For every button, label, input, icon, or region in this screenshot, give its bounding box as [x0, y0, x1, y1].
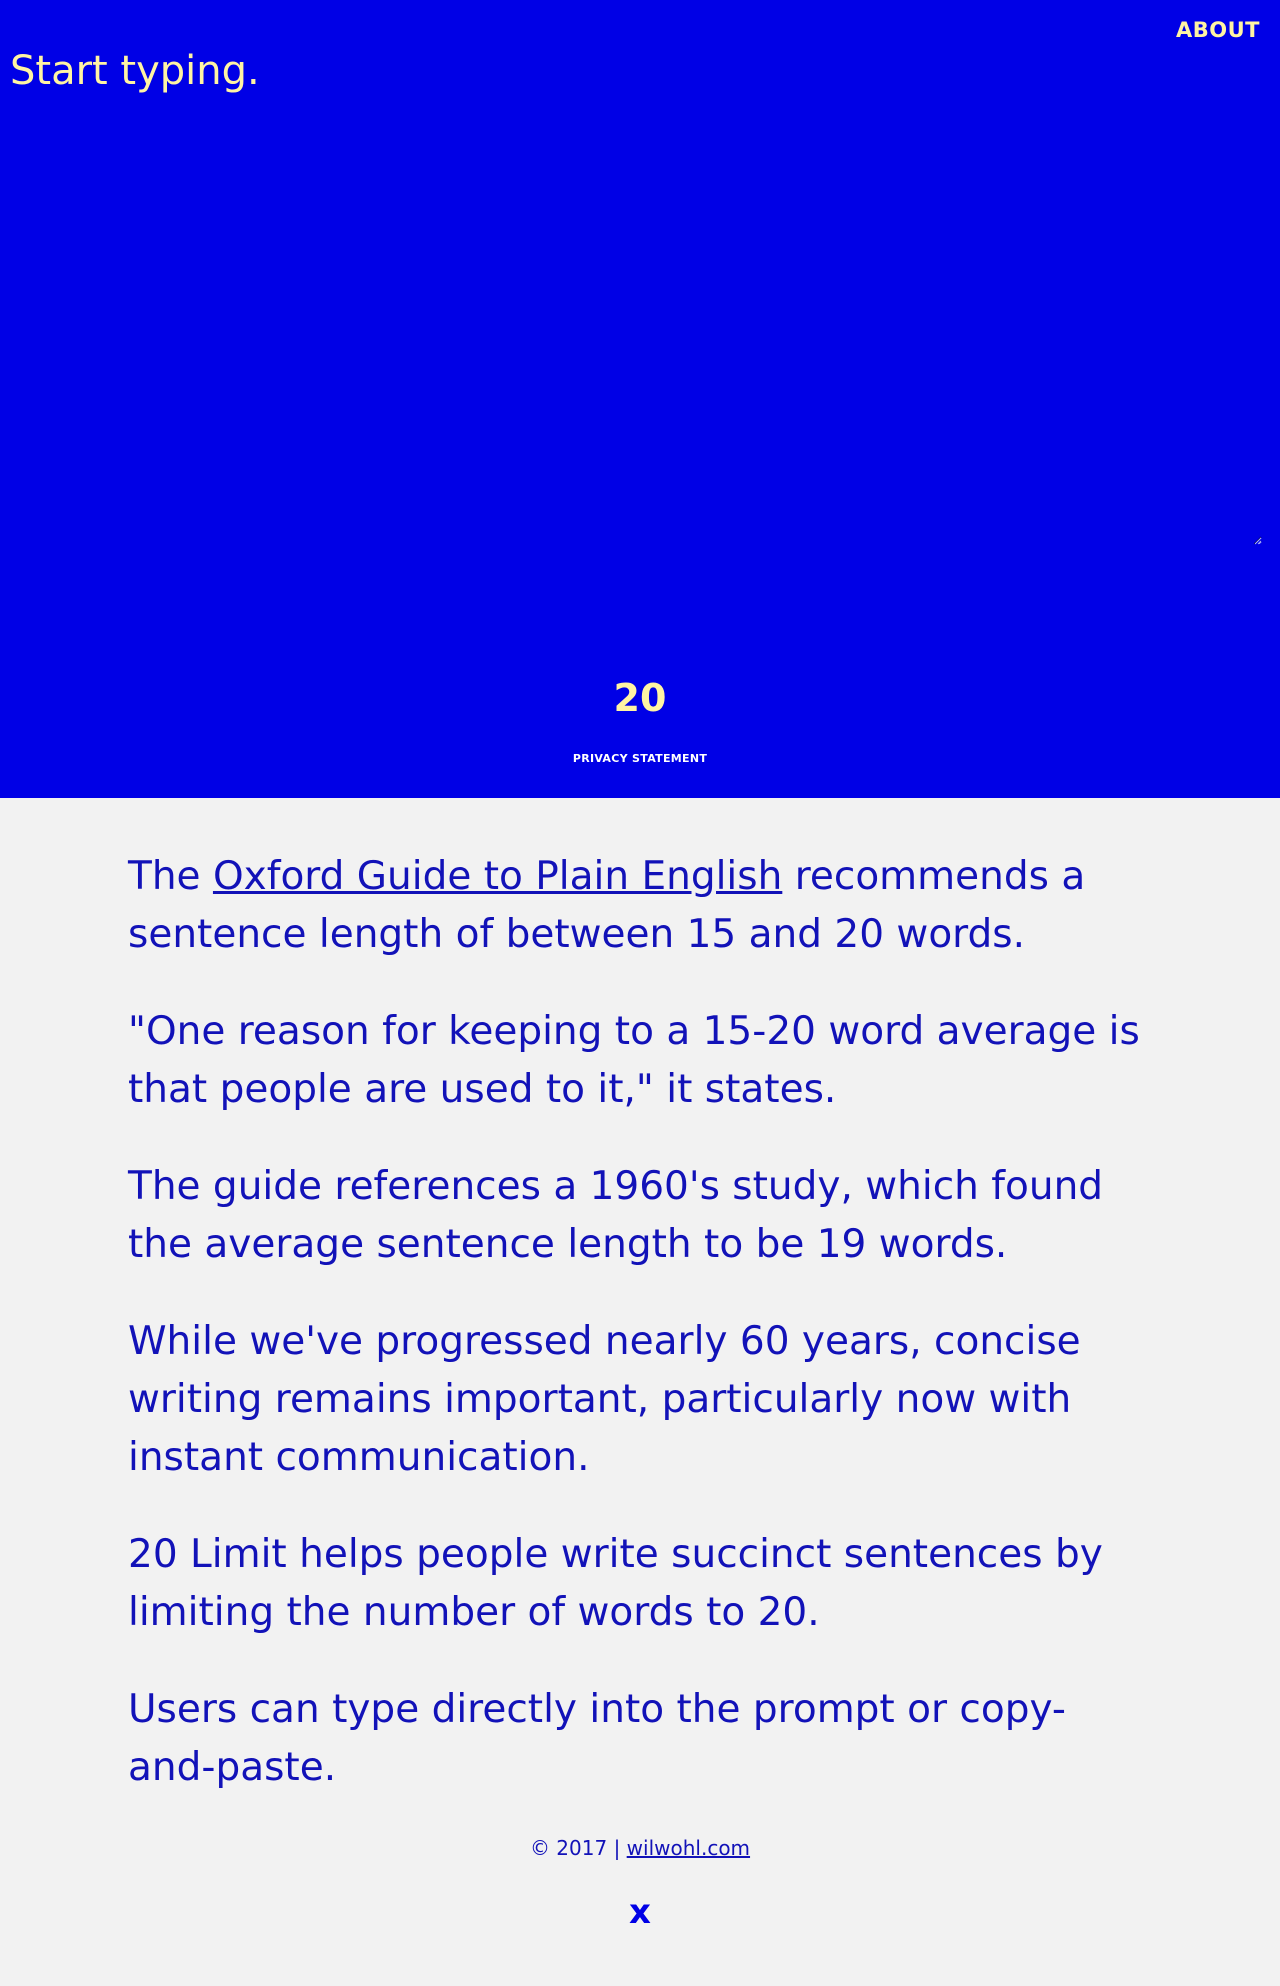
hero-section: [0, 0, 1280, 798]
word-limit-counter: 20: [613, 676, 667, 720]
about-paragraph-2: "One reason for keeping to a 15-20 word average is that people are used to it," it states.: [128, 1009, 1140, 1112]
oxford-guide-link[interactable]: Oxford Guide to Plain English: [212, 854, 783, 899]
copyright-text: © 2017 |: [529, 1836, 627, 1860]
about-content: [0, 798, 1280, 1797]
about-link[interactable]: ABOUT: [1176, 18, 1260, 42]
privacy-statement-link[interactable]: PRIVACY STATEMENT: [572, 752, 708, 765]
about-paragraph-1: [128, 848, 1152, 964]
close-icon[interactable]: x: [629, 1892, 651, 1932]
about-paragraph-4: While we've progressed nearly 60 years, concise writing remains important, particularly now with instant communication.: [128, 1319, 1081, 1480]
typing-input[interactable]: [0, 40, 1262, 545]
about-paragraph-1-before: The: [128, 854, 213, 899]
about-paragraph-6: Users can type directly into the prompt or copy-and-paste.: [128, 1687, 1066, 1790]
wilwohl-link[interactable]: wilwohl.com: [626, 1836, 751, 1860]
footer: [0, 1836, 1280, 1860]
about-paragraph-3: The guide references a 1960's study, which found the average sentence length to be 19 words.: [128, 1164, 1104, 1267]
about-paragraph-1-after: recommends a sentence length of between 15 and 20 words.: [128, 854, 1086, 957]
about-paragraph-5: 20 Limit helps people write succinct sentences by limiting the number of words to 20.: [128, 1532, 1103, 1635]
resize-grip-icon[interactable]: [1252, 535, 1262, 545]
